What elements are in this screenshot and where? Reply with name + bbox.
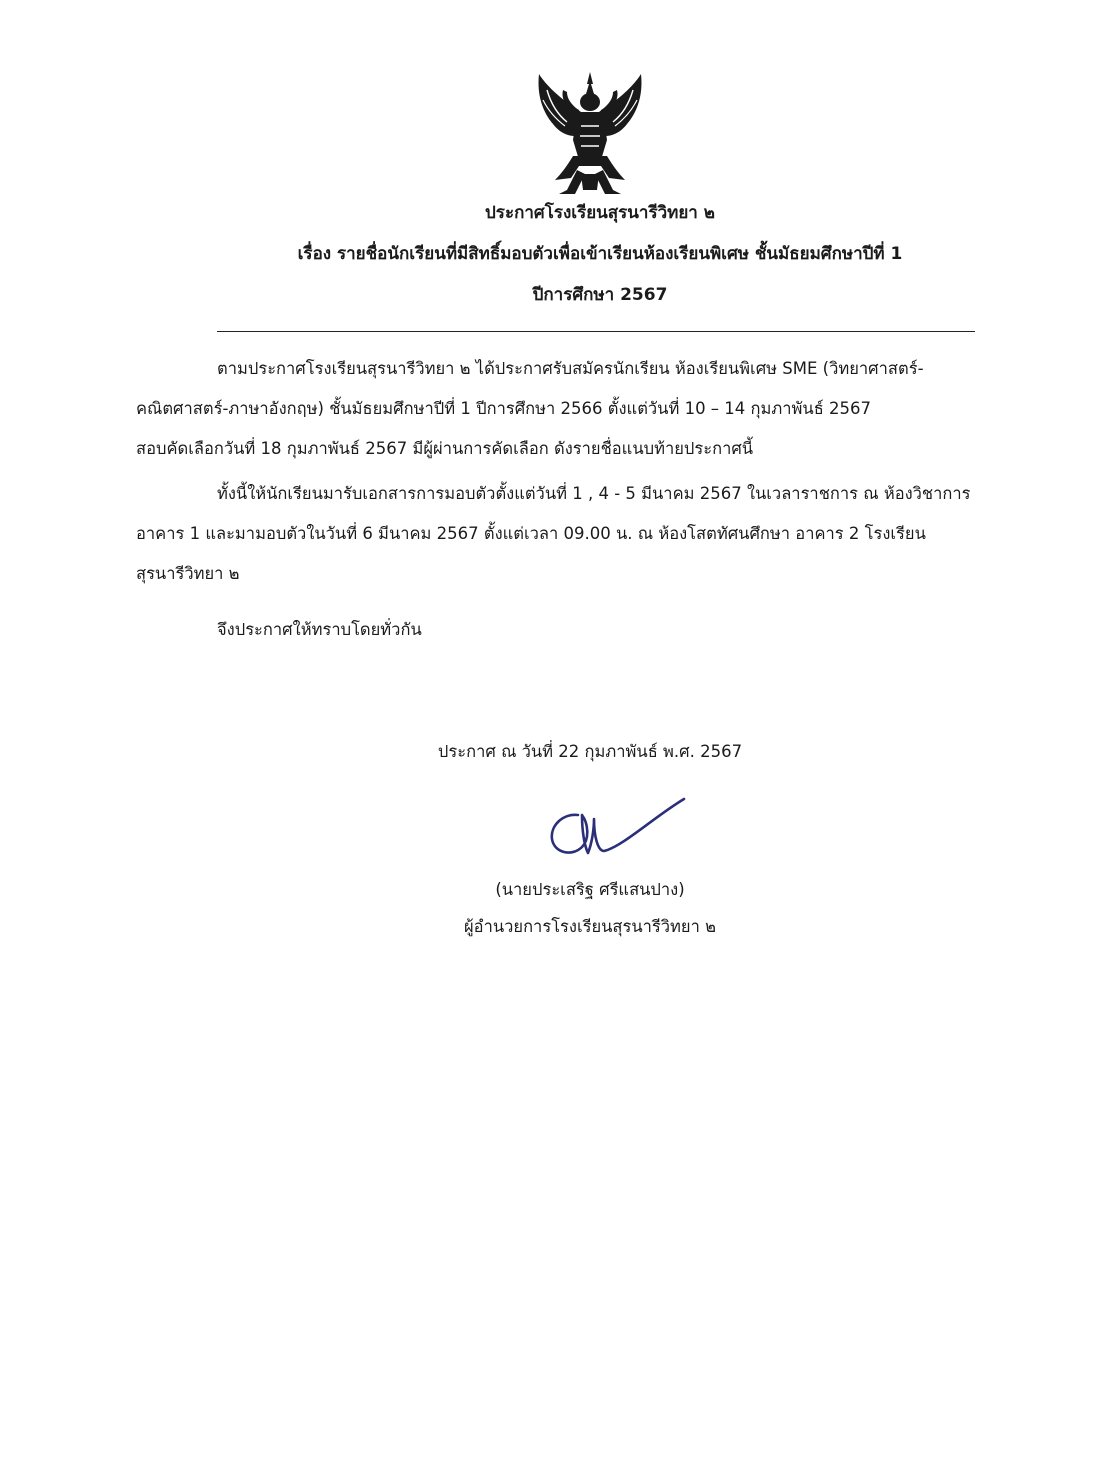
academic-year: ปีการศึกษา 2567 <box>532 285 668 305</box>
announcement-subject: เรื่อง รายชื่อนักเรียนที่มีสิทธิ์มอบตัวเพื่อเข้าเรียนห้องเรียนพิเศษ ชั้นมัธยมศึกษาปีที่ 1 <box>297 244 903 264</box>
paragraph-1-line: ตามประกาศโรงเรียนสุรนารีวิทยา ๒ ได้ประกาศรับสมัครนักเรียน ห้องเรียนพิเศษ SME (วิทยาศาสตร์- <box>217 359 924 378</box>
announcement-title: ประกาศโรงเรียนสุรนารีวิทยา ๒ <box>485 203 715 223</box>
header-divider <box>217 331 975 332</box>
closing-statement: จึงประกาศให้ทราบโดยทั่วกัน <box>217 620 422 639</box>
garuda-emblem-icon <box>531 70 649 198</box>
announcement-date: ประกาศ ณ วันที่ 22 กุมภาพันธ์ พ.ศ. 2567 <box>437 742 743 761</box>
paragraph-1-line: สอบคัดเลือกวันที่ 18 กุมภาพันธ์ 2567 มีผู้ผ่านการคัดเลือก ดังรายชื่อแนบท้ายประกาศนี้ <box>136 439 754 458</box>
signature <box>538 793 688 865</box>
signatory-name: (นายประเสริฐ ศรีแสนปาง) <box>495 880 685 899</box>
paragraph-2-line: อาคาร 1 และมามอบตัวในวันที่ 6 มีนาคม 2567 ตั้งแต่เวลา 09.00 น. ณ ห้องโสตทัศนศึกษา อาคาร 2 โรงเรียน <box>136 524 926 543</box>
paragraph-2-line: ทั้งนี้ให้นักเรียนมารับเอกสารการมอบตัวตั้งแต่วันที่ 1 , 4 - 5 มีนาคม 2567 ในเวลาราชการ ณ ห้องวิชาการ <box>217 484 971 503</box>
paragraph-2-line: สุรนารีวิทยา ๒ <box>136 564 240 583</box>
signatory-position: ผู้อำนวยการโรงเรียนสุรนารีวิทยา ๒ <box>464 917 716 936</box>
paragraph-1-line: คณิตศาสตร์-ภาษาอังกฤษ) ชั้นมัธยมศึกษาปีที่ 1 ปีการศึกษา 2566 ตั้งแต่วันที่ 10 – 14 กุมภาพันธ์ 2567 <box>136 399 872 418</box>
